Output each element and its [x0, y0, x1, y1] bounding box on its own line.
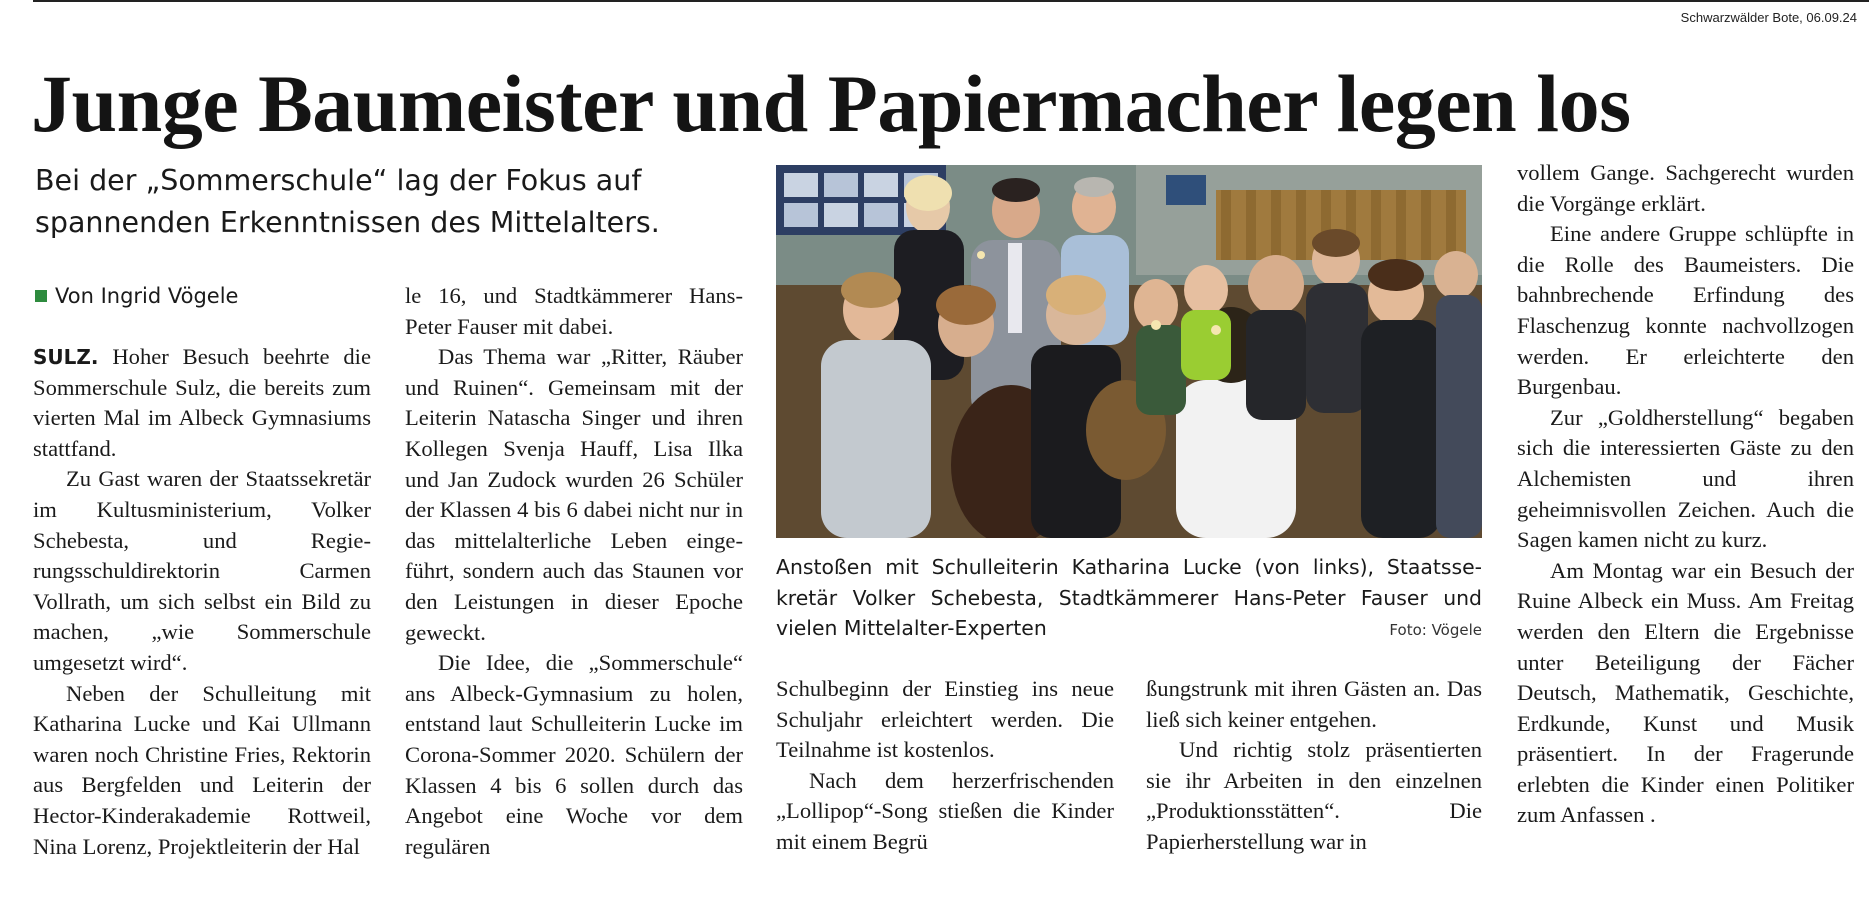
paragraph: Nach dem herzerfrischenden „Lollipop“-Song stießen die Kinder mit einem Begrü: [776, 767, 1114, 854]
column-4: [1146, 674, 1482, 858]
column-3: [776, 674, 1114, 858]
paragraph: Schulbeginn der Einstieg ins neue Schuljahr erleichtert werden. Die Teilnahme ist kostenlos.: [776, 676, 1114, 763]
byline: [35, 281, 238, 311]
paragraph: Zu Gast waren der Staatssekretär im Kultusministerium, Volker Schebesta, und Regierungsschuldirektorin Carmen Vollrath, um sich selbst ein Bild zu machen, „wie Sommerschule umgesetzt wird“.: [33, 466, 371, 675]
subheadline: Bei der „Sommerschule“ lag der Fokus auf spannenden Erkenntnissen des Mittelalters.: [35, 164, 660, 239]
paragraph: vollem Gange. Sachgerecht wurden die Vorgänge erklärt.: [1517, 160, 1854, 216]
paragraph: [33, 342, 371, 464]
paragraph: Die Idee, die „Sommerschule“ ans Albeck-Gymnasium zu holen, entstand laut Schulleiterin Lucke im Corona-Sommer 2020. Schülern der Klassen 4 bis 6 sollen durch das Angebot eine Woche vor dem regulären: [405, 650, 743, 859]
headline: Junge Baumeister und Papiermacher legen los: [31, 58, 1631, 149]
dateline: SULZ.: [33, 345, 99, 369]
column-5: [1517, 158, 1854, 831]
paragraph: Das Thema war „Ritter, Räuber und Ruinen“. Gemeinsam mit der Leiterin Natascha Singer und ihren Kollegen Svenja Hauff, Lisa Ilka und Jan Zudock wurden 26 Schüler der Klassen 4 bis 6 dabei nicht nur in das mittelalterliche Leben eingeführt, sondern auch das Staunen vor den Leistungen in dieser Epoche geweckt.: [405, 344, 743, 645]
byline-author: Von Ingrid Vögele: [55, 284, 239, 308]
photo-credit: Foto: Vögele: [1389, 621, 1482, 639]
paragraph: Am Montag war ein Besuch der Ruine Albeck ein Muss. Am Freitag werden den Eltern die Ergebnisse unter Beteiligung der Fächer Deutsch, Mathematik, Geschichte, Erdkunde, Kunst und Musik präsentiert. In der Fragerunde erlebten die Kinder einen Politiker zum Anfassen .: [1517, 557, 1854, 828]
paragraph: Und richtig stolz präsentierten sie ihr Arbeiten in den einzelnen „Produktionsstätten“. Die Papierherstellung war in: [1146, 737, 1482, 854]
source-line: Schwarzwälder Bote, 06.09.24: [1680, 10, 1857, 25]
paragraph: Neben der Schulleitung mit Katharina Lucke und Kai Ullmann waren noch Christine Fries, Rektorin aus Bergfelden und Leiterin der Hector-Kinderakademie Rottweil, Nina Lorenz, Projektleiterin der Hal: [33, 680, 371, 859]
paragraph: ßungstrunk mit ihren Gästen an. Das ließ sich keiner entgehen.: [1146, 676, 1482, 732]
paragraph: le 16, und Stadtkämmerer Hans-Peter Fauser mit dabei.: [405, 283, 743, 339]
photo-scene: [776, 165, 1482, 538]
paragraph: Eine andere Gruppe schlüpfte in die Rolle des Baumeisters. Die bahnbrechende Erfindung des Flaschenzug konnte nachvollzogen werden. Er erleichterte den Burgenbau.: [1517, 221, 1854, 400]
article-photo: [776, 165, 1482, 538]
column-2: [405, 281, 743, 862]
column-1: [33, 342, 371, 862]
paragraph: Zur „Goldherstellung“ begaben sich die interessierten Gäste zu den Alchemisten und ihren geheimnisvollen Zeichen. Auch die Sagen kamen nicht zu kurz.: [1517, 404, 1854, 553]
photo-caption: Anstoßen mit Schulleiterin Katharina Lucke (von links), Staatssekretär Volker Schebesta, Stadtkämmerer Hans-Peter Fauser und vielen Mittelalter-Experten: [776, 555, 1482, 640]
paragraph-text: Hoher Besuch beehrte die Sommerschule Sulz, die bereits zum vierten Mal im Albeck Gymnasiums stattfand.: [33, 344, 371, 461]
top-rule: [33, 0, 1869, 2]
byline-marker-icon: [35, 290, 47, 302]
